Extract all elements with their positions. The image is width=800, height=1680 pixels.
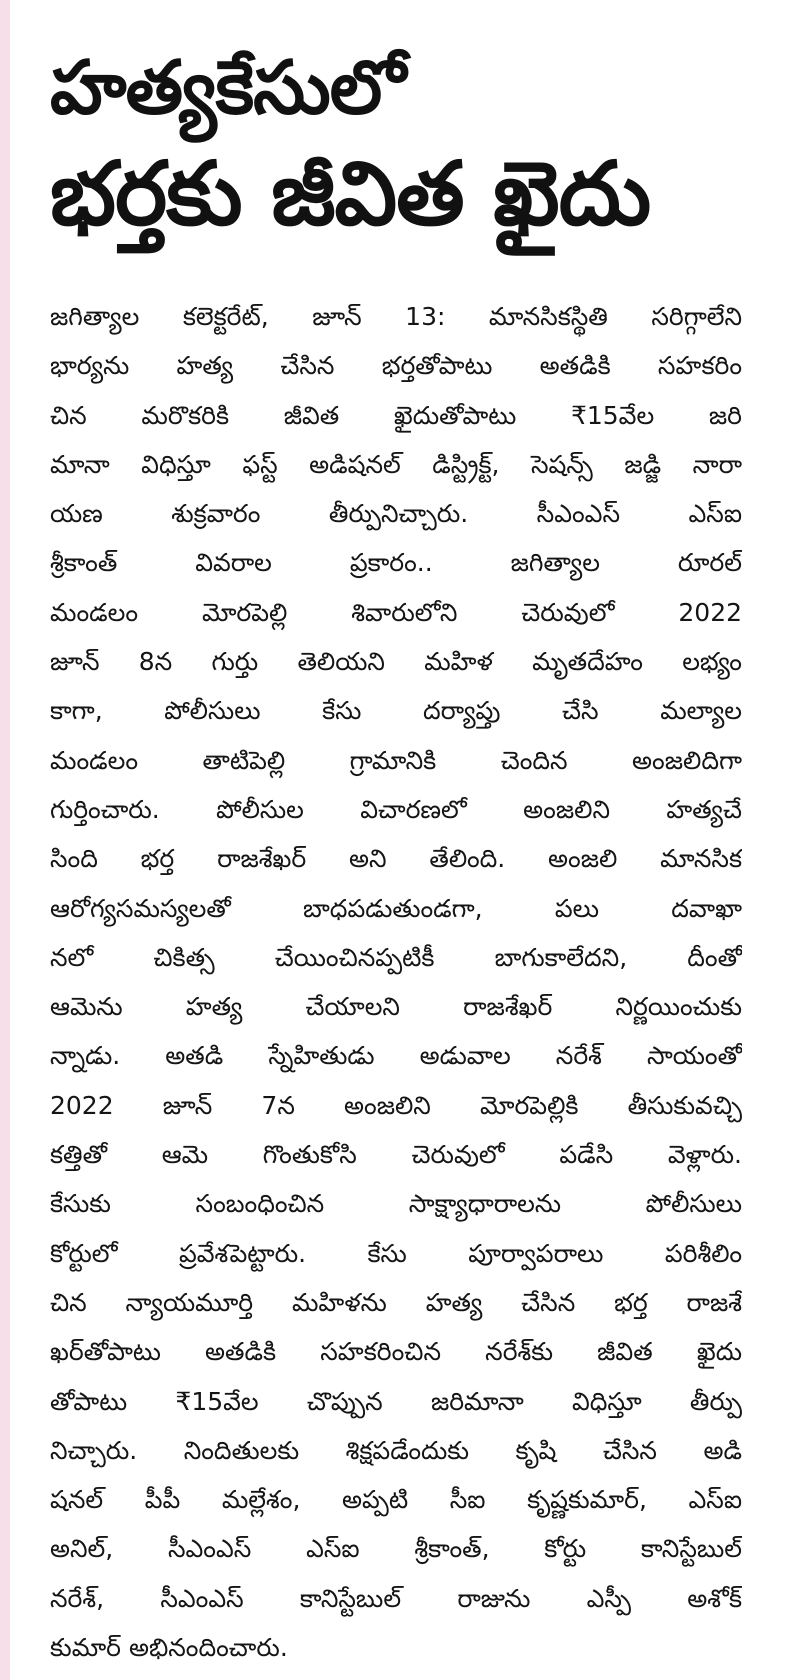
body-line: శ్రీకాంత్ వివరాల ప్రకారం.. జగిత్యాల రూరల్ [50,548,742,578]
article-body [50,292,742,1672]
body-line: నిచ్చారు. నిందితులకు శిక్షపడేందుకు కృషి చేసిన అడి [50,1435,742,1465]
body-line: కాగా, పోలీసులు కేసు దర్యాప్తు చేసి మల్యాల [50,696,742,726]
body-line: చిన న్యాయమూర్తి మహిళను హత్య చేసిన భర్త రాజశే [50,1287,742,1317]
body-line: కోర్టులో ప్రవేశపెట్టారు. కేసు పూర్వాపరాలు పరిశీలిం [50,1238,742,1268]
headline-line-1: హత్యకేసులో [50,45,405,131]
body-line: మానా విధిస్తూ ఫస్ట్ అడిషనల్ డిస్ట్రిక్ట్, సెషన్స్ జడ్జి నారా [50,449,742,479]
body-line: మండలం మోరపెల్లి శివారులోని చెరువులో 2022 [50,597,742,627]
body-line: న్నాడు. అతడి స్నేహితుడు అడువాల నరేశ్ సాయంతో [50,1041,742,1071]
body-line: ఆరోగ్యసమస్యలతో బాధపడుతుండగా, పలు దవాఖా [50,893,742,923]
body-line: నలో చికిత్స చేయించినప్పటికీ బాగుకాలేదని, దీంతో [50,942,742,972]
body-line: కుమార్ అభినందించారు. [50,1633,288,1663]
body-line: 2022 జూన్ 7న అంజలిని మోరపెల్లికి తీసుకువచ్చి [50,1090,742,1120]
body-line: తోపాటు ₹15వేల చొప్పున జరిమానా విధిస్తూ తీర్పు [50,1386,742,1416]
body-line: ఆమెను హత్య చేయాలని రాజశేఖర్ నిర్ణయించుకు [50,992,742,1022]
body-line: నరేశ్, సీఎంఎస్ కానిస్టేబుల్ రాజును ఎస్పీ అశోక్ [50,1583,742,1613]
page-edge-stripe [0,0,10,1680]
body-line: భార్యను హత్య చేసిన భర్తతోపాటు అతడికి సహకరిం [50,351,742,381]
body-line: కేసుకు సంబంధించిన సాక్ష్యాధారాలను పోలీసులు [50,1189,742,1219]
body-line: చిన మరొకరికి జీవిత ఖైదుతోపాటు ₹15వేల జరి [50,400,742,430]
body-line: కత్తితో ఆమె గొంతుకోసి చెరువులో పడేసి వెళ్లారు. [50,1140,742,1170]
body-line: గుర్తించారు. పోలీసుల విచారణలో అంజలిని హత్యచే [50,794,742,824]
body-line: షనల్ పీపీ మల్లేశం, అప్పటి సీఐ కృష్ణకుమార్, ఎస్ఐ [50,1485,742,1515]
body-line: యణ శుక్రవారం తీర్పునిచ్చారు. సీఎంఎస్ ఎస్ఐ [50,499,742,529]
body-line: సింది భర్త రాజశేఖర్ అని తేలింది. అంజలి మానసిక [50,844,742,874]
body-line: మండలం తాటిపెల్లి గ్రామానికి చెందిన అంజలిదిగా [50,745,742,775]
body-line: ఖర్‌తోపాటు అతడికి సహకరించిన నరేశ్‌కు జీవిత ఖైదు [50,1337,742,1367]
body-line: జగిత్యాల కలెక్టరేట్, జూన్ 13: మానసికస్థితి సరిగ్గాలేని [50,302,742,331]
headline-line-2: భర్తకు జీవిత ఖైదు [50,142,651,245]
body-line: జూన్ 8న గుర్తు తెలియని మహిళ మృతదేహం లభ్యం [50,647,742,677]
body-line: అనిల్, సీఎంఎస్ ఎస్ఐ శ్రీకాంత్, కోర్టు కానిస్టేబుల్ [50,1534,742,1564]
